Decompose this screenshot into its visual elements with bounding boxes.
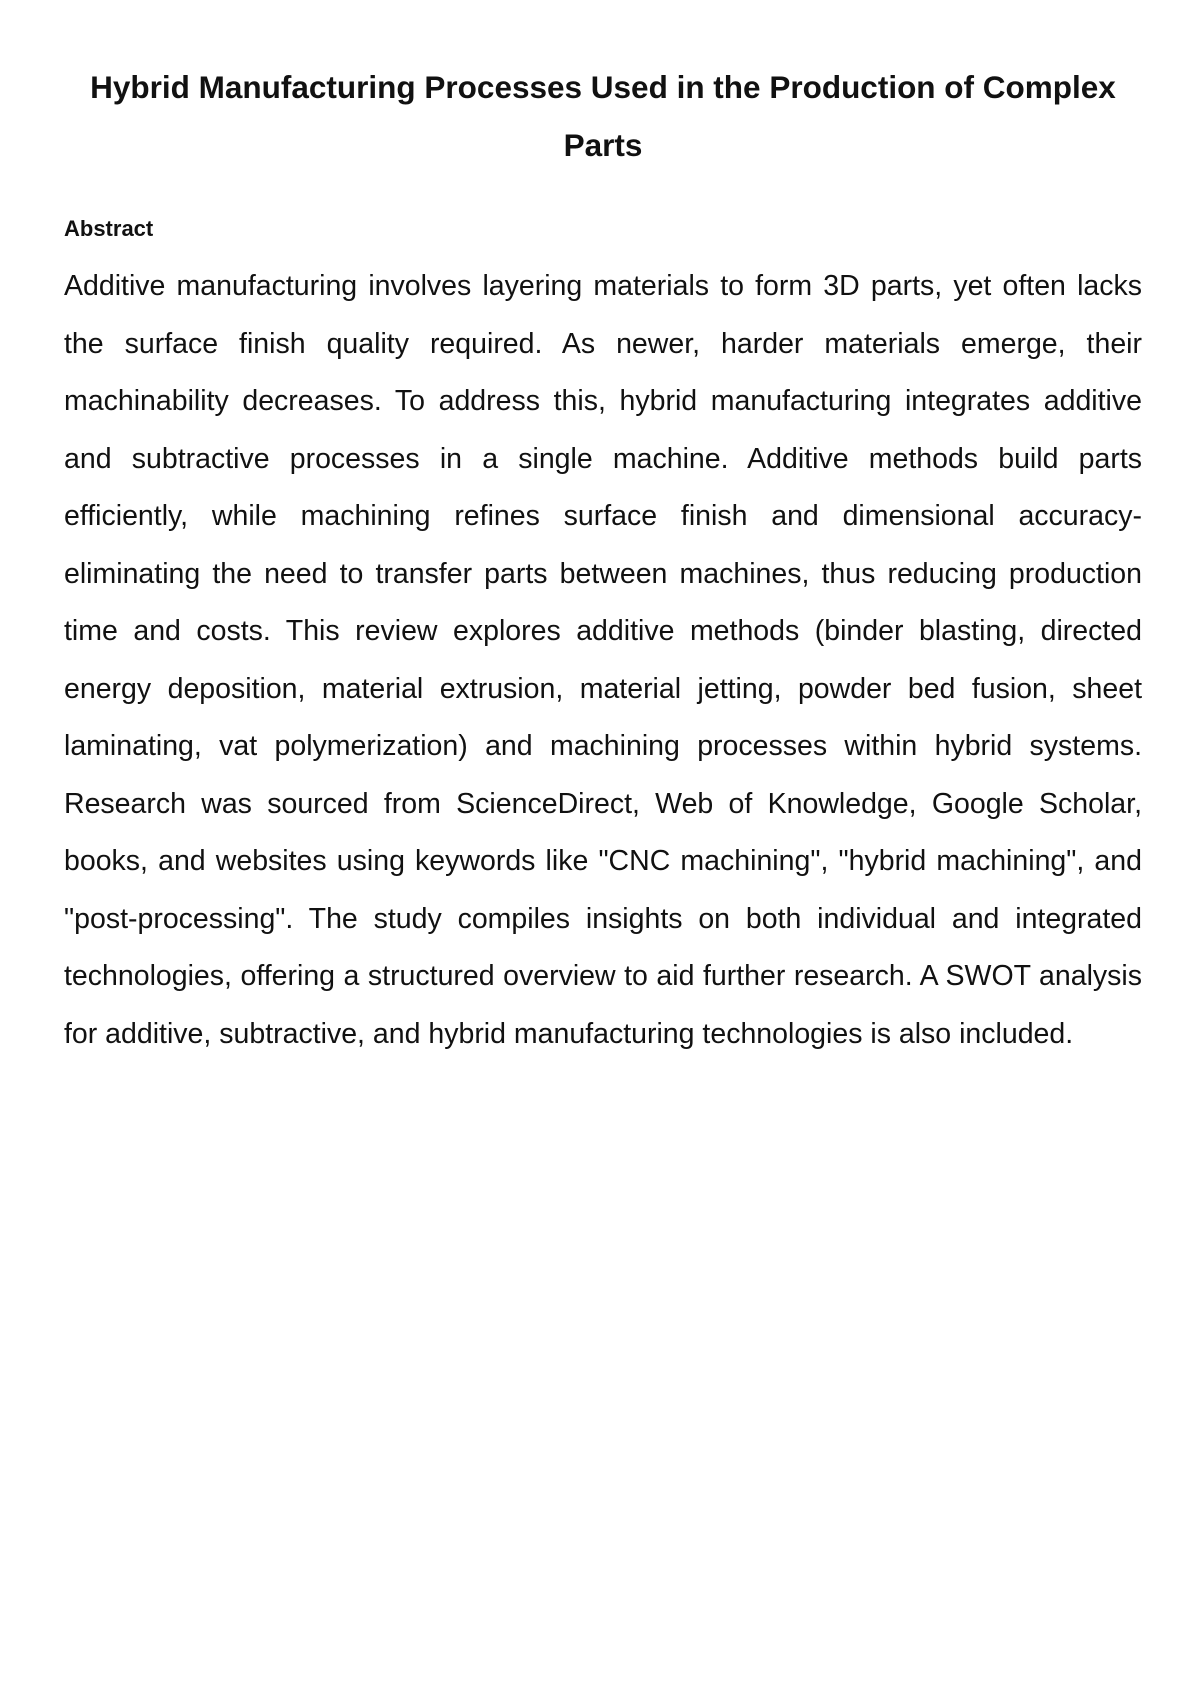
abstract-heading: Abstract xyxy=(64,216,154,241)
abstract-paragraph: Additive manufacturing involves layering materials to form 3D parts, yet often lacks the surface finish quality required. As newer, harder materials emerge, their machinability decreases. To address this, hybrid manufacturing integrates additive and subtractive processes in a single machine. Additive methods build parts efficiently, while machining refines surface finish and dimensional accuracy-eliminating the need to transfer parts between machines, thus reducing production time and costs. This review explores additive methods (binder blasting, directed energy deposition, material extrusion, material jetting, powder bed fusion, sheet laminating, vat polymerization) and machining processes within hybrid systems. Research was sourced from ScienceDirect, Web of Knowledge, Google Scholar, books, and websites using keywords like "CNC machining", "hybrid machining", and "post-processing". The study compiles insights on both individual and integrated technologies, offering a structured overview to aid further research. A SWOT analysis for additive, subtractive, and hybrid manufacturing technologies is also included. xyxy=(64,270,1142,1050)
paper-title: Hybrid Manufacturing Processes Used in the Production of Complex Parts xyxy=(90,69,1116,163)
